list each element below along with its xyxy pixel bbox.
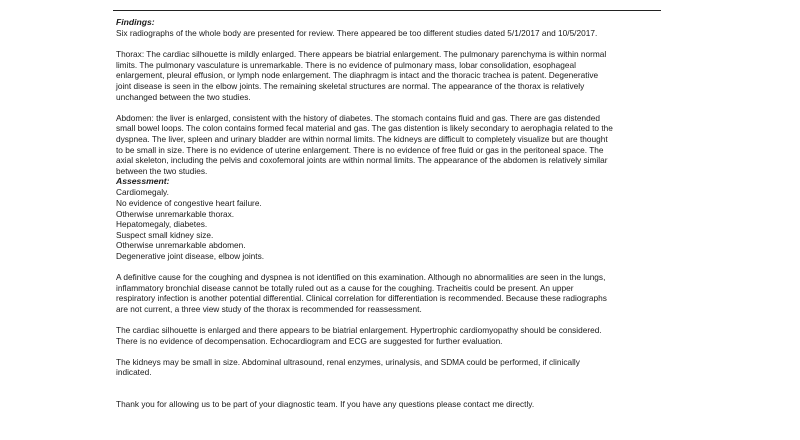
findings-intro: Six radiographs of the whole body are presented for review. There appeared be too different studies dated 5/1/2017 and 10/5/2017. [116,28,598,38]
header-rule [113,10,661,11]
assessment-item: Hepatomegaly, diabetes. [116,219,208,230]
assessment-item: No evidence of congestive heart failure. [116,197,262,208]
thorax-findings: Thorax: The cardiac silhouette is mildly enlarged. There appears be biatrial enlargement. The pulmonary parenchyma is within normal limits. The pulmonary vasculature is unremarkable. There is no evidence of pulmonary mass, lobar consolidation, esophageal enlargement, pleural effusion, or lymph node enlargement. The diaphragm is intact and the thoracic trachea is patent. Degenerative joint disease is seen in the elbow joints. The remaining skeletal structures are normal. The appearance of the thorax is relatively unchanged between the two studies. [116,49,607,102]
assessment-item: Otherwise unremarkable thorax. [116,208,235,219]
assessment-item: Suspect small kidney size. [116,229,214,240]
kidney-discussion: The kidneys may be small in size. Abdominal ultrasound, renal enzymes, urinalysis, and SDMA could be performed, if clinically indicated. [116,356,580,378]
radiology-report [116,17,664,410]
assessment-item: Cardiomegaly. [116,187,169,198]
cardiac-discussion: The cardiac silhouette is enlarged and there appears to be biatrial enlargement. Hypertrophic cardiomyopathy should be considered. There is no evidence of decompensation. Echocardiogram and ECG are suggested for further evaluation. [116,325,602,346]
assessment-heading: Assessment: [116,176,170,187]
findings-heading: Findings: [116,17,155,27]
cough-discussion: A definitive cause for the coughing and dyspnea is not identified on this examination. Although no abnormalities are seen in the lungs, inflammatory bronchial disease cannot be totally ruled out as a cause for the coughing. Tracheitis could be present. An upper respiratory infection is another potential differential. Clinical correlation for differentiation is recommended. Because these radiographs are not current, a three view study of the thorax is recommended for reassessment. [116,272,607,314]
assessment-list [116,187,664,261]
closing-note: Thank you for allowing us to be part of your diagnostic team. If you have any questions please contact me directly. [116,399,535,410]
assessment-item: Degenerative joint disease, elbow joints. [116,250,265,261]
abdomen-findings: Abdomen: the liver is enlarged, consistent with the history of diabetes. The stomach contains fluid and gas. There are gas distended small bowel loops. The colon contains formed fecal material and gas. The gas distention is likely secondary to aerophagia related to the dyspnea. The liver, spleen and urinary bladder are within normal limits. The kidneys are difficult to completely visualize but are thought to be small in size. There is no evidence of uterine enlargement. There is no evidence of free fluid or gas in the peritoneal space. The axial skeleton, including the pelvis and coxofemoral joints are within normal limits. The appearance of the abdomen is relatively similar between the two studies. [116,112,613,176]
assessment-item: Otherwise unremarkable abdomen. [116,240,246,251]
